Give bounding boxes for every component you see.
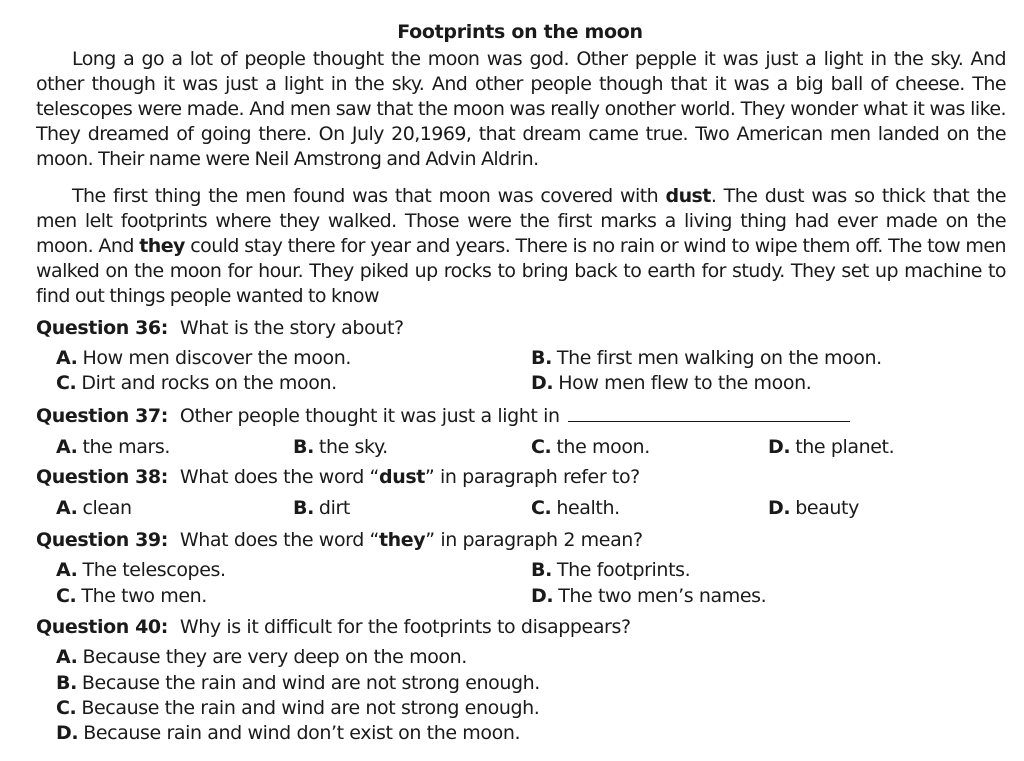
option-text: the moon. [556, 436, 650, 458]
paragraph-2-part2: . The dust was so thick that the men lelt footprints where they walked. Those were the first marks a living thing had ever made on the moon. And [36, 185, 1006, 257]
q40-option-a[interactable] [56, 645, 467, 669]
question-40 [36, 615, 631, 639]
option-letter: C. [531, 497, 552, 519]
q36-option-d[interactable] [531, 371, 811, 395]
question-label: Question 39: [36, 529, 168, 551]
option-letter: C. [56, 585, 77, 607]
question-text-before: What does the word “ [179, 466, 379, 488]
q39-option-c[interactable] [56, 584, 207, 608]
question-text: Other people thought it was just a light in [179, 405, 560, 427]
q39-option-a[interactable] [56, 558, 226, 582]
option-letter: A. [56, 497, 78, 519]
option-text: health. [556, 497, 620, 519]
option-text: Because the rain and wind are not strong enough. [81, 697, 540, 719]
q40-option-d[interactable] [56, 721, 520, 745]
option-text: The two men. [81, 585, 207, 607]
option-text: How men flew to the moon. [558, 372, 812, 394]
option-letter: C. [56, 697, 77, 719]
option-text: The telescopes. [82, 559, 226, 581]
question-label: Question 37: [36, 405, 168, 427]
option-letter: A. [56, 559, 78, 581]
q36-option-b[interactable] [531, 346, 882, 370]
question-text-after: ” in paragraph 2 mean? [425, 529, 643, 551]
option-letter: D. [531, 585, 554, 607]
question-label: Question 38: [36, 466, 168, 488]
q40-option-b[interactable] [56, 671, 540, 695]
q38-option-d[interactable] [768, 496, 859, 520]
option-text: Because rain and wind don’t exist on the moon. [83, 722, 521, 744]
option-letter: A. [56, 646, 78, 668]
option-text: the sky. [318, 436, 388, 458]
option-letter: C. [531, 436, 552, 458]
answer-blank[interactable] [568, 403, 850, 422]
question-keyword: they [379, 529, 426, 551]
question-37 [36, 403, 850, 428]
question-text-before: What does the word “ [179, 529, 379, 551]
q37-option-a[interactable] [56, 435, 170, 459]
option-text: The footprints. [556, 559, 691, 581]
option-letter: A. [56, 436, 78, 458]
option-text: beauty [795, 497, 859, 519]
option-text: Dirt and rocks on the moon. [81, 372, 337, 394]
q37-option-c[interactable] [531, 435, 650, 459]
q40-option-c[interactable] [56, 696, 539, 720]
q39-option-d[interactable] [531, 584, 766, 608]
option-text: The two men’s names. [558, 585, 767, 607]
q38-option-a[interactable] [56, 496, 132, 520]
option-text: Because they are very deep on the moon. [82, 646, 467, 668]
option-letter: B. [531, 347, 552, 369]
keyword-dust: dust [665, 185, 711, 207]
keyword-they: they [139, 235, 185, 257]
option-letter: B. [56, 672, 77, 694]
q36-option-a[interactable] [56, 346, 351, 370]
option-letter: B. [293, 436, 314, 458]
option-letter: D. [768, 436, 791, 458]
question-38 [36, 465, 640, 489]
option-letter: B. [293, 497, 314, 519]
page-title: Footprints on the moon [397, 21, 643, 43]
option-letter: C. [56, 372, 77, 394]
q39-option-b[interactable] [531, 558, 690, 582]
q38-option-c[interactable] [531, 496, 620, 520]
question-39 [36, 528, 643, 552]
option-text: Because the rain and wind are not strong enough. [81, 672, 540, 694]
question-36 [36, 316, 404, 340]
q37-option-d[interactable] [768, 435, 894, 459]
paragraph-1 [36, 47, 1006, 172]
q37-option-b[interactable] [293, 435, 388, 459]
option-text: dirt [318, 497, 350, 519]
question-keyword: dust [379, 466, 425, 488]
option-letter: B. [531, 559, 552, 581]
question-label: Question 36: [36, 317, 168, 339]
paragraph-2 [36, 184, 1006, 309]
option-text: The first men walking on the moon. [556, 347, 882, 369]
q38-option-b[interactable] [293, 496, 350, 520]
paragraph-2-part3: could stay there for year and years. There is no rain or wind to wipe them off. The tow men walked on the moon for hour. They piked up rocks to bring back to earth for study. They set up machine to find out things people wanted to know [36, 235, 1006, 307]
option-letter: D. [768, 497, 791, 519]
paragraph-1-text: Long a go a lot of people thought the moon was god. Other pepple it was just a light in the sky. And other though it was just a light in the sky. And other people though that it was a big ball of cheese. The telescopes were made. And men saw that the moon was really onother world. They wonder what it was like. They dreamed of going there. On July 20,1969, that dream came true. Two American men landed on the moon. Their name were Neil Amstrong and Advin Aldrin. [36, 48, 1006, 170]
question-text: What is the story about? [179, 317, 404, 339]
question-text-after: ” in paragraph refer to? [424, 466, 640, 488]
option-letter: D. [56, 722, 79, 744]
q36-option-c[interactable] [56, 371, 337, 395]
option-text: the planet. [795, 436, 895, 458]
question-text: Why is it difficult for the footprints to disappears? [179, 616, 631, 638]
option-letter: D. [531, 372, 554, 394]
option-text: How men discover the moon. [82, 347, 352, 369]
question-label: Question 40: [36, 616, 168, 638]
option-text: clean [82, 497, 132, 519]
option-text: the mars. [82, 436, 171, 458]
paragraph-2-part1: The first thing the men found was that moon was covered with [72, 185, 666, 207]
option-letter: A. [56, 347, 78, 369]
